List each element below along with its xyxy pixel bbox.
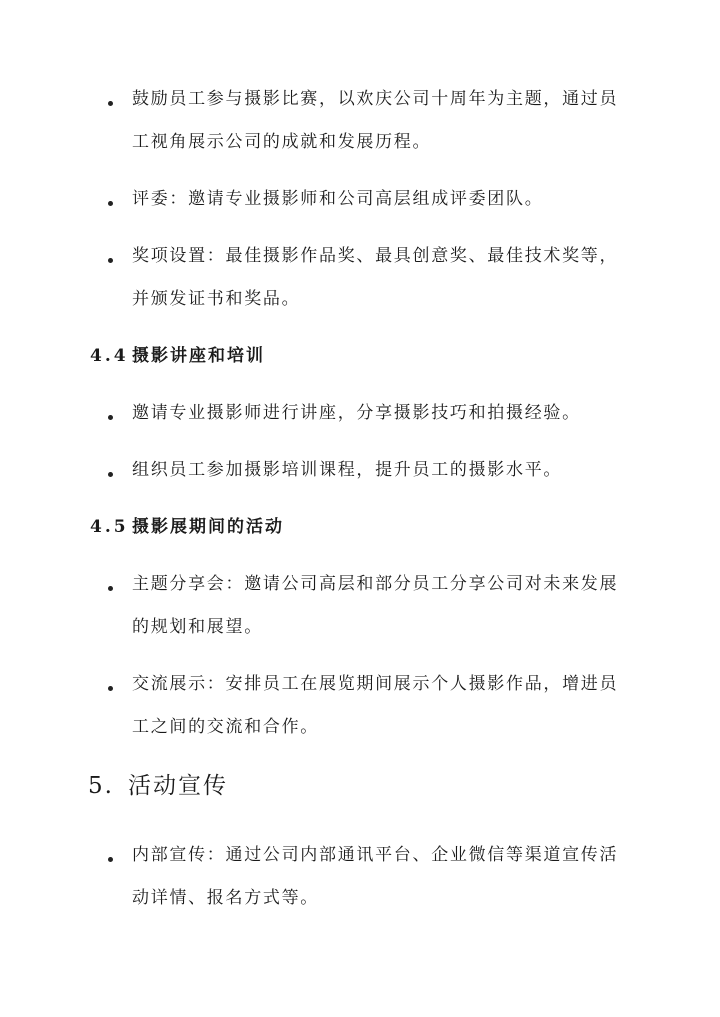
list-item-text: 并颁发证书和奖品。 xyxy=(132,289,301,309)
section-heading xyxy=(90,515,284,539)
bullet-dot xyxy=(108,472,113,477)
section-title: 摄影讲座和培训 xyxy=(132,346,265,366)
section-number: 4.4 xyxy=(90,346,129,366)
list-item-text: 工之间的交流和合作。 xyxy=(132,717,319,737)
list-item-text: 动详情、报名方式等。 xyxy=(132,888,319,908)
list-item-text: 的规划和展望。 xyxy=(132,617,263,637)
list-item-text: 评委：邀请专业摄影师和公司高层组成评委团队。 xyxy=(132,189,544,209)
list-item-text: 交流展示：安排员工在展览期间展示个人摄影作品，增进员 xyxy=(132,674,619,694)
list-item-text: 组织员工参加摄影培训课程，提升员工的摄影水平。 xyxy=(132,460,563,480)
bullet-dot xyxy=(108,258,113,263)
bullet-dot xyxy=(108,857,113,862)
list-item-text: 工视角展示公司的成就和发展历程。 xyxy=(132,132,432,152)
list-item-text: 邀请专业摄影师进行讲座，分享摄影技巧和拍摄经验。 xyxy=(132,403,581,423)
list-item-text: 内部宣传：通过公司内部通讯平台、企业微信等渠道宣传活 xyxy=(132,845,619,865)
section-number: 4.5 xyxy=(90,517,129,537)
bullet-dot xyxy=(108,586,113,591)
list-item-text: 奖项设置：最佳摄影作品奖、最具创意奖、最佳技术奖等， xyxy=(132,246,619,266)
chapter-number: 5. xyxy=(88,773,114,799)
chapter-heading xyxy=(88,771,228,801)
bullet-dot xyxy=(108,686,113,691)
chapter-title: 活动宣传 xyxy=(128,773,228,799)
list-item-text: 鼓励员工参与摄影比赛，以欢庆公司十周年为主题，通过员 xyxy=(132,89,619,109)
section-heading xyxy=(90,344,265,368)
section-title: 摄影展期间的活动 xyxy=(132,517,284,537)
bullet-dot xyxy=(108,201,113,206)
list-item-text: 主题分享会：邀请公司高层和部分员工分享公司对未来发展 xyxy=(132,574,619,594)
bullet-dot xyxy=(108,101,113,106)
bullet-dot xyxy=(108,415,113,420)
